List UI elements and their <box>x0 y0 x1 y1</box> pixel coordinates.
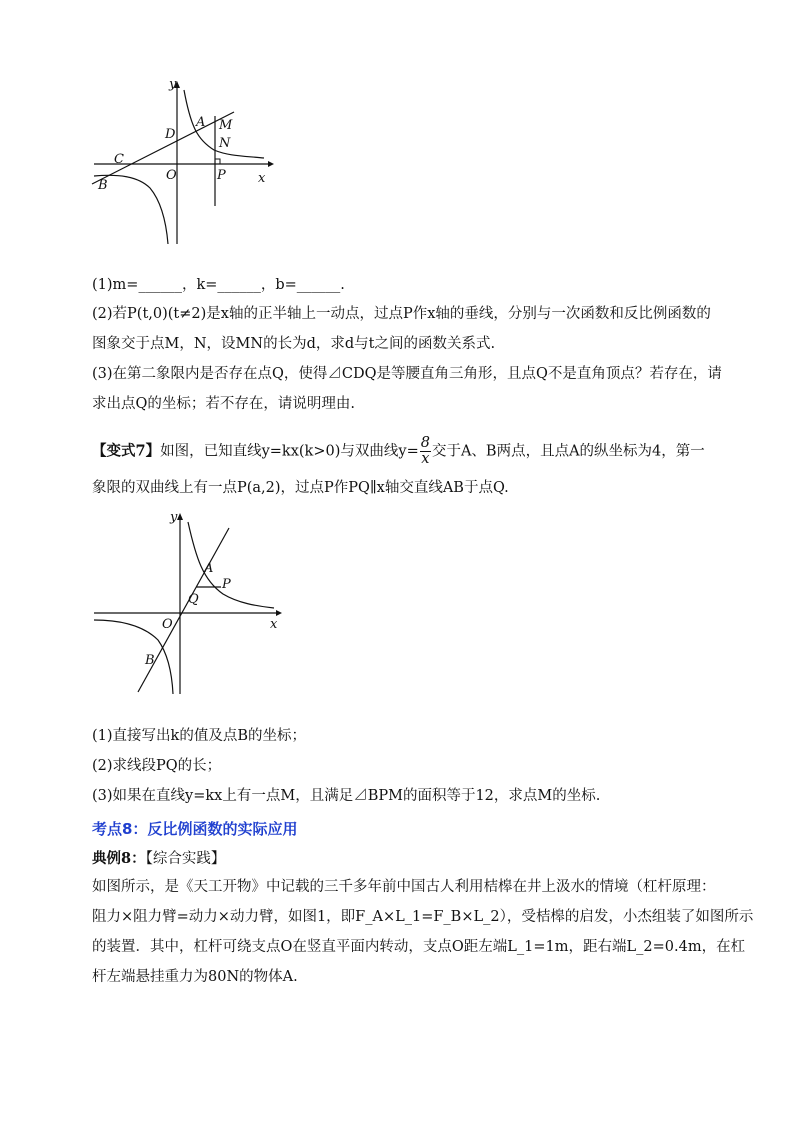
label-p: P <box>217 168 226 183</box>
label-d: D <box>165 127 176 142</box>
label-a: A <box>196 115 206 130</box>
fraction-denominator: x <box>421 451 430 467</box>
hyperbola-branch-1 <box>188 522 274 608</box>
example-8-paragraph-line-3: 的装置．其中，杠杆可绕支点O在竖直平面内转动，支点O距左端L_1=1m，距右端L_2=0.4m，在杠 <box>92 939 746 955</box>
label-o: O <box>166 168 177 183</box>
label-x: x <box>258 171 266 186</box>
problem-1-q2-line-1: (2)若P(t,0)(t≠2)是x轴的正半轴上一动点，过点P作x轴的垂线，分别与一次函数和反比例函数的 <box>92 306 711 322</box>
section-8-heading: 考点8：反比例函数的实际应用 <box>92 820 298 838</box>
example-8-title: 【综合实践】 <box>145 851 226 867</box>
label-b: B <box>145 653 155 668</box>
label-o: O <box>162 617 173 632</box>
problem-1-q3-line-2: 求出点Q的坐标；若不存在，请说明理由. <box>92 396 355 412</box>
right-angle-mark <box>215 159 220 164</box>
label-y: y <box>169 78 177 92</box>
variant-7-tag: 【变式7】 <box>92 442 161 460</box>
label-y: y <box>170 510 178 525</box>
example-8-paragraph-line-2: 阻力×阻力臂=动力×动力臂，如图1，即F_A×L_1=F_B×L_2），受桔槔的启发，小杰组装了如图所示 <box>92 909 754 925</box>
label-c: C <box>114 152 124 167</box>
variant-7-q1: (1)直接写出k的值及点B的坐标； <box>92 728 306 744</box>
label-q: Q <box>188 592 199 607</box>
label-a: A <box>204 561 214 576</box>
problem-1-q3-line-1: (3)在第二象限内是否存在点Q，使得⊿CDQ是等腰直角三角形，且点Q不是直角顶点？若存在，请 <box>92 366 722 382</box>
figure-2-graph <box>88 508 288 698</box>
example-8-paragraph-line-4: 杆左端悬挂重力为80N的物体A. <box>92 969 298 985</box>
y-axis-arrow <box>177 513 183 520</box>
x-axis-arrow <box>268 161 274 167</box>
figure-1-graph <box>88 78 278 248</box>
variant-7-text-a: 如图，已知直线y=kx(k>0)与双曲线y= <box>160 443 419 460</box>
variant-7-line-1 <box>92 436 705 467</box>
variant-7-line-2: 象限的双曲线上有一点P(a,2)，过点P作PQ∥x轴交直线AB于点Q. <box>92 480 509 496</box>
x-axis-arrow <box>276 610 282 616</box>
variant-7-text-b: 交于A、B两点，且点A的纵坐标为4，第一 <box>431 443 705 460</box>
label-m: M <box>219 118 233 133</box>
label-p: P <box>222 577 231 592</box>
example-8-header <box>92 849 225 869</box>
line-ab <box>92 112 234 184</box>
label-x: x <box>270 617 278 632</box>
label-b: B <box>98 178 108 193</box>
example-8-tag: 典例8： <box>92 850 146 867</box>
fraction-numerator: 8 <box>420 435 430 451</box>
example-8-paragraph-line-1: 如图所示，是《天工开物》中记载的三千多年前中国古人利用桔槔在井上汲水的情境（杠杆原理： <box>92 879 716 895</box>
variant-7-q2: (2)求线段PQ的长； <box>92 758 222 774</box>
fraction-8-over-x <box>420 436 431 467</box>
label-n: N <box>219 136 231 151</box>
problem-1-q2-line-2: 图象交于点M，N，设MN的长为d，求d与t之间的函数关系式. <box>92 336 496 352</box>
variant-7-q3: (3)如果在直线y=kx上有一点M，且满足⊿BPM的面积等于12，求点M的坐标. <box>92 788 601 804</box>
problem-1-q1: (1)m=______，k=______，b=______. <box>92 277 345 293</box>
